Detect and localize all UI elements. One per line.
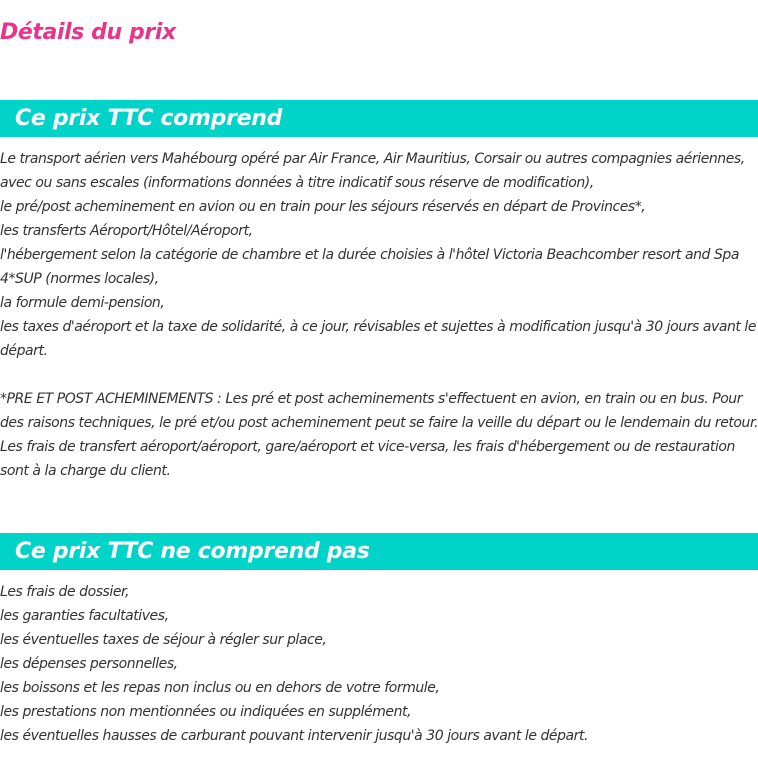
included-section-header	[0, 100, 758, 137]
excluded-item-fees: Les frais de dossier,	[0, 584, 130, 600]
included-item-half-board: la formule demi-pension,	[0, 295, 165, 311]
excluded-heading: Ce prix TTC ne comprend pas	[15, 539, 370, 564]
included-heading: Ce prix TTC comprend	[15, 106, 283, 131]
excluded-section-header	[0, 533, 758, 570]
included-item-taxes: les taxes d'aéroport et la taxe de solidarité, à ce jour, révisables et sujettes à modification jusqu'à 30 jours avant le départ.	[0, 319, 757, 359]
included-item-transfers: les transferts Aéroport/Hôtel/Aéroport,	[0, 223, 253, 239]
excluded-item-guarantees: les garanties facultatives,	[0, 608, 169, 624]
included-item-pre-post: le pré/post acheminement en avion ou en train pour les séjours réservés en départ de Provinces*,	[0, 199, 646, 215]
excluded-item-tourist-tax: les éventuelles taxes de séjour à régler sur place,	[0, 632, 327, 648]
page-title: Détails du prix	[0, 20, 176, 45]
excluded-item-drinks: les boissons et les repas non inclus ou en dehors de votre formule,	[0, 680, 440, 696]
excluded-list	[0, 580, 758, 748]
pre-post-note: *PRE ET POST ACHEMINEMENTS : Les pré et post acheminements s'effectuent en avion, en train ou en bus. Pour des raisons techniques, le pré et/ou post acheminement peut se faire la veille du départ ou le lendemain du retour. Les frais de transfert aéroport/aéroport, gare/aéroport et vice-versa, les frais d'hébergement ou de restauration sont à la charge du client.	[0, 391, 758, 479]
excluded-item-personal: les dépenses personnelles,	[0, 656, 178, 672]
included-item-accommodation: l'hébergement selon la catégorie de chambre et la durée choisies à l'hôtel Victoria Beachcomber resort and Spa 4*SUP (normes locales),	[0, 247, 739, 287]
included-note	[0, 387, 758, 483]
excluded-item-fuel: les éventuelles hausses de carburant pouvant intervenir jusqu'à 30 jours avant le départ.	[0, 728, 589, 744]
included-list	[0, 147, 758, 363]
included-item-transport: Le transport aérien vers Mahébourg opéré par Air France, Air Mauritius, Corsair ou autres compagnies aériennes, avec ou sans escales (informations données à titre indicatif sous réserve de modification),	[0, 151, 745, 191]
excluded-item-services: les prestations non mentionnées ou indiquées en supplément,	[0, 704, 412, 720]
